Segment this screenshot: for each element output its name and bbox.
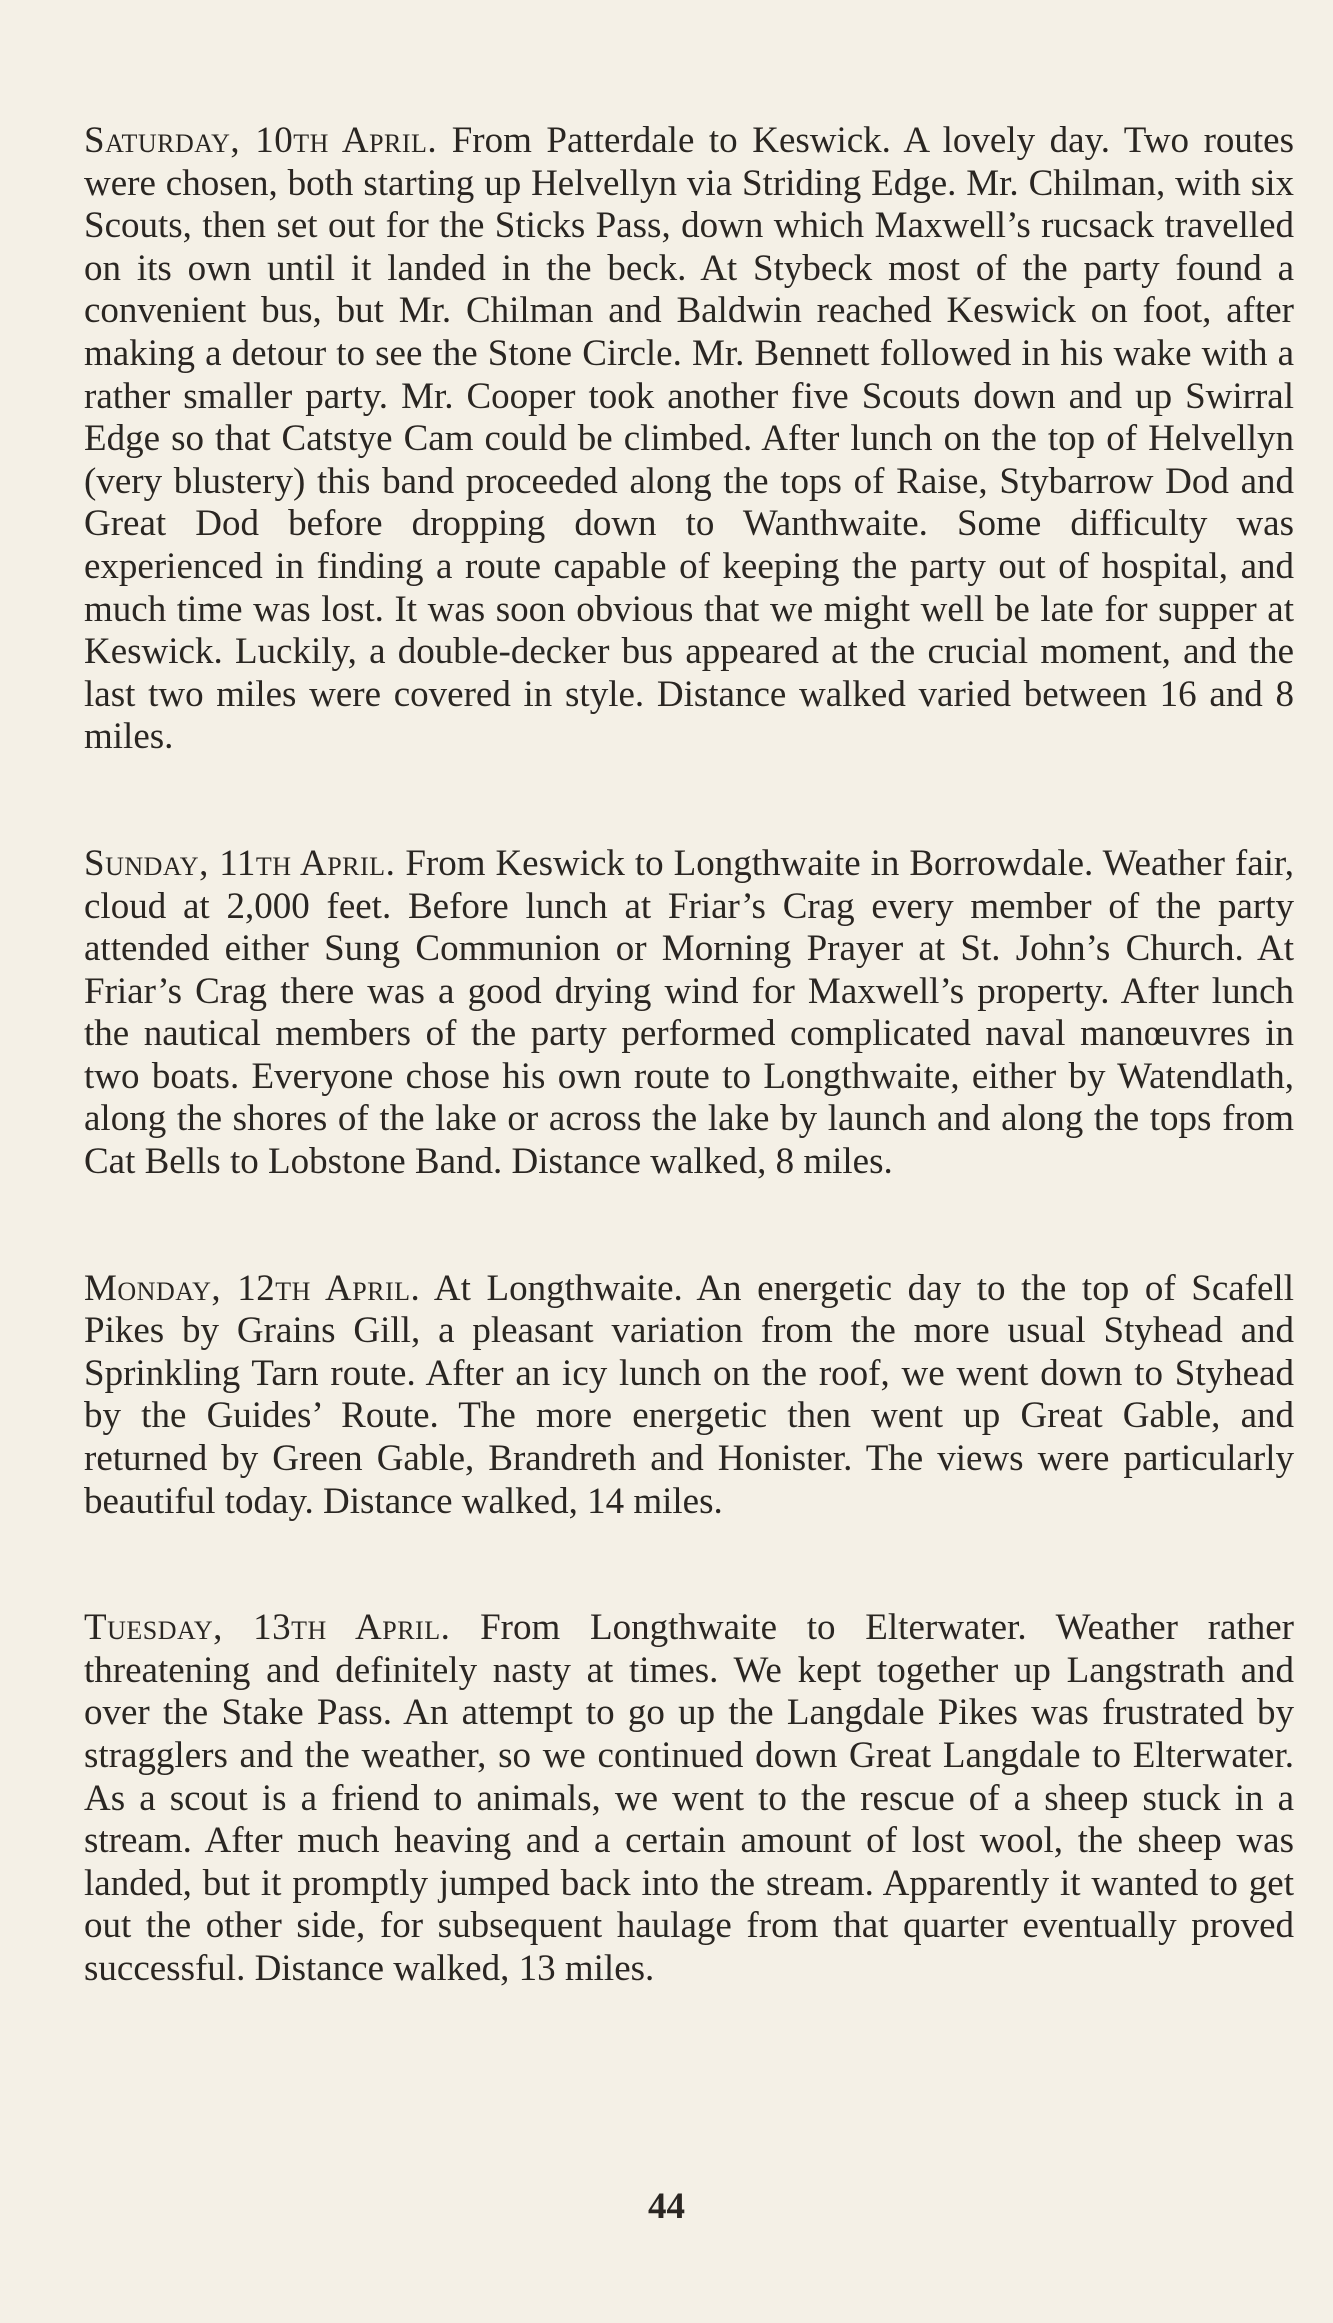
entry-text: From Keswick to Longthwaite in Borrowdale. Weather fair, cloud at 2,000 feet. Before lunch at Friar’s Crag every member of the party attended either Sung Communion or Morning Prayer at St. John’s Church. At Friar’s Crag there was a good drying wind for Maxwell’s property. After lunch the nautical members of the party performed complicated naval manœuvres in two boats. Everyone chose his own route to Longthwaite, either by Watendlath, along the shores of the lake or across the lake by launch and along the tops from Cat Bells to Lobstone Band. Distance walked, 8 miles. (84, 842, 1295, 1183)
page-number: 44 (648, 2186, 685, 2227)
entry-paragraph (84, 120, 1294, 759)
entry-date-heading: Tuesday, 13th April. (84, 1607, 451, 1649)
entry-date-heading: Monday, 12th April. (84, 1267, 421, 1309)
diary-entry-monday (84, 1268, 1294, 1524)
entry-date-heading: Saturday, 10th April. (84, 120, 438, 161)
entry-date-heading: Sunday, 11th April. (84, 842, 396, 884)
diary-entry-saturday (84, 120, 1294, 759)
diary-entry-sunday (84, 843, 1294, 1184)
entry-paragraph (84, 1268, 1294, 1524)
entry-paragraph (84, 843, 1294, 1184)
entry-text: At Longthwaite. An energetic day to the top of Scafell Pikes by Grains Gill, a pleasant variation from the more usual Styhead and Sprinkling Tarn route. After an icy lunch on the roof, we went down to Styhead by the Guides’ Route. The more energetic then went up Great Gable, and returned by Green Gable, Brandreth and Honister. The views were particularly beautiful today. Distance walked, 14 miles. (84, 1267, 1294, 1522)
page-body (84, 120, 1294, 2075)
diary-entry-tuesday (84, 1607, 1294, 1990)
entry-text: From Longthwaite to Elterwater. Weather rather threatening and definitely nasty at times. We kept together up Langstrath and over the Stake Pass. An attempt to go up the Langdale Pikes was frustrated by stragglers and the weather, so we continued down Great Langdale to Elterwater. As a scout is a friend to animals, we went to the rescue of a sheep stuck in a stream. After much heaving and a certain amount of lost wool, the sheep was landed, but it promptly jumped back into the stream. Apparently it wanted to get out the other side, for subsequent haulage from that quarter eventually proved successful. Distance walked, 13 miles. (84, 1607, 1295, 1989)
entry-text: From Patterdale to Keswick. A lovely day. Two routes were chosen, both starting up Helvellyn via Striding Edge. Mr. Chilman, with six Scouts, then set out for the Sticks Pass, down which Maxwell’s rucsack travelled on its own until it landed in the beck. At Stybeck most of the party found a convenient bus, but Mr. Chilman and Baldwin reached Keswick on foot, after making a detour to see the Stone Circle. Mr. Bennett followed in his wake with a rather smaller party. Mr. Cooper took another five Scouts down and up Swirral Edge so that Catstye Cam could be climbed. After lunch on the top of Helvellyn (very blustery) this band proceeded along the tops of Raise, Stybarrow Dod and Great Dod before dropping down to Wanthwaite. Some difficulty was experienced in finding a route capable of keeping the party out of hospital, and much time was lost. It was soon obvious that we might well be late for supper at Keswick. Luckily, a double-decker bus appeared at the crucial moment, and the last two miles were covered in style. Distance walked varied between 16 and 8 miles. (84, 120, 1295, 758)
entry-paragraph (84, 1607, 1294, 1990)
